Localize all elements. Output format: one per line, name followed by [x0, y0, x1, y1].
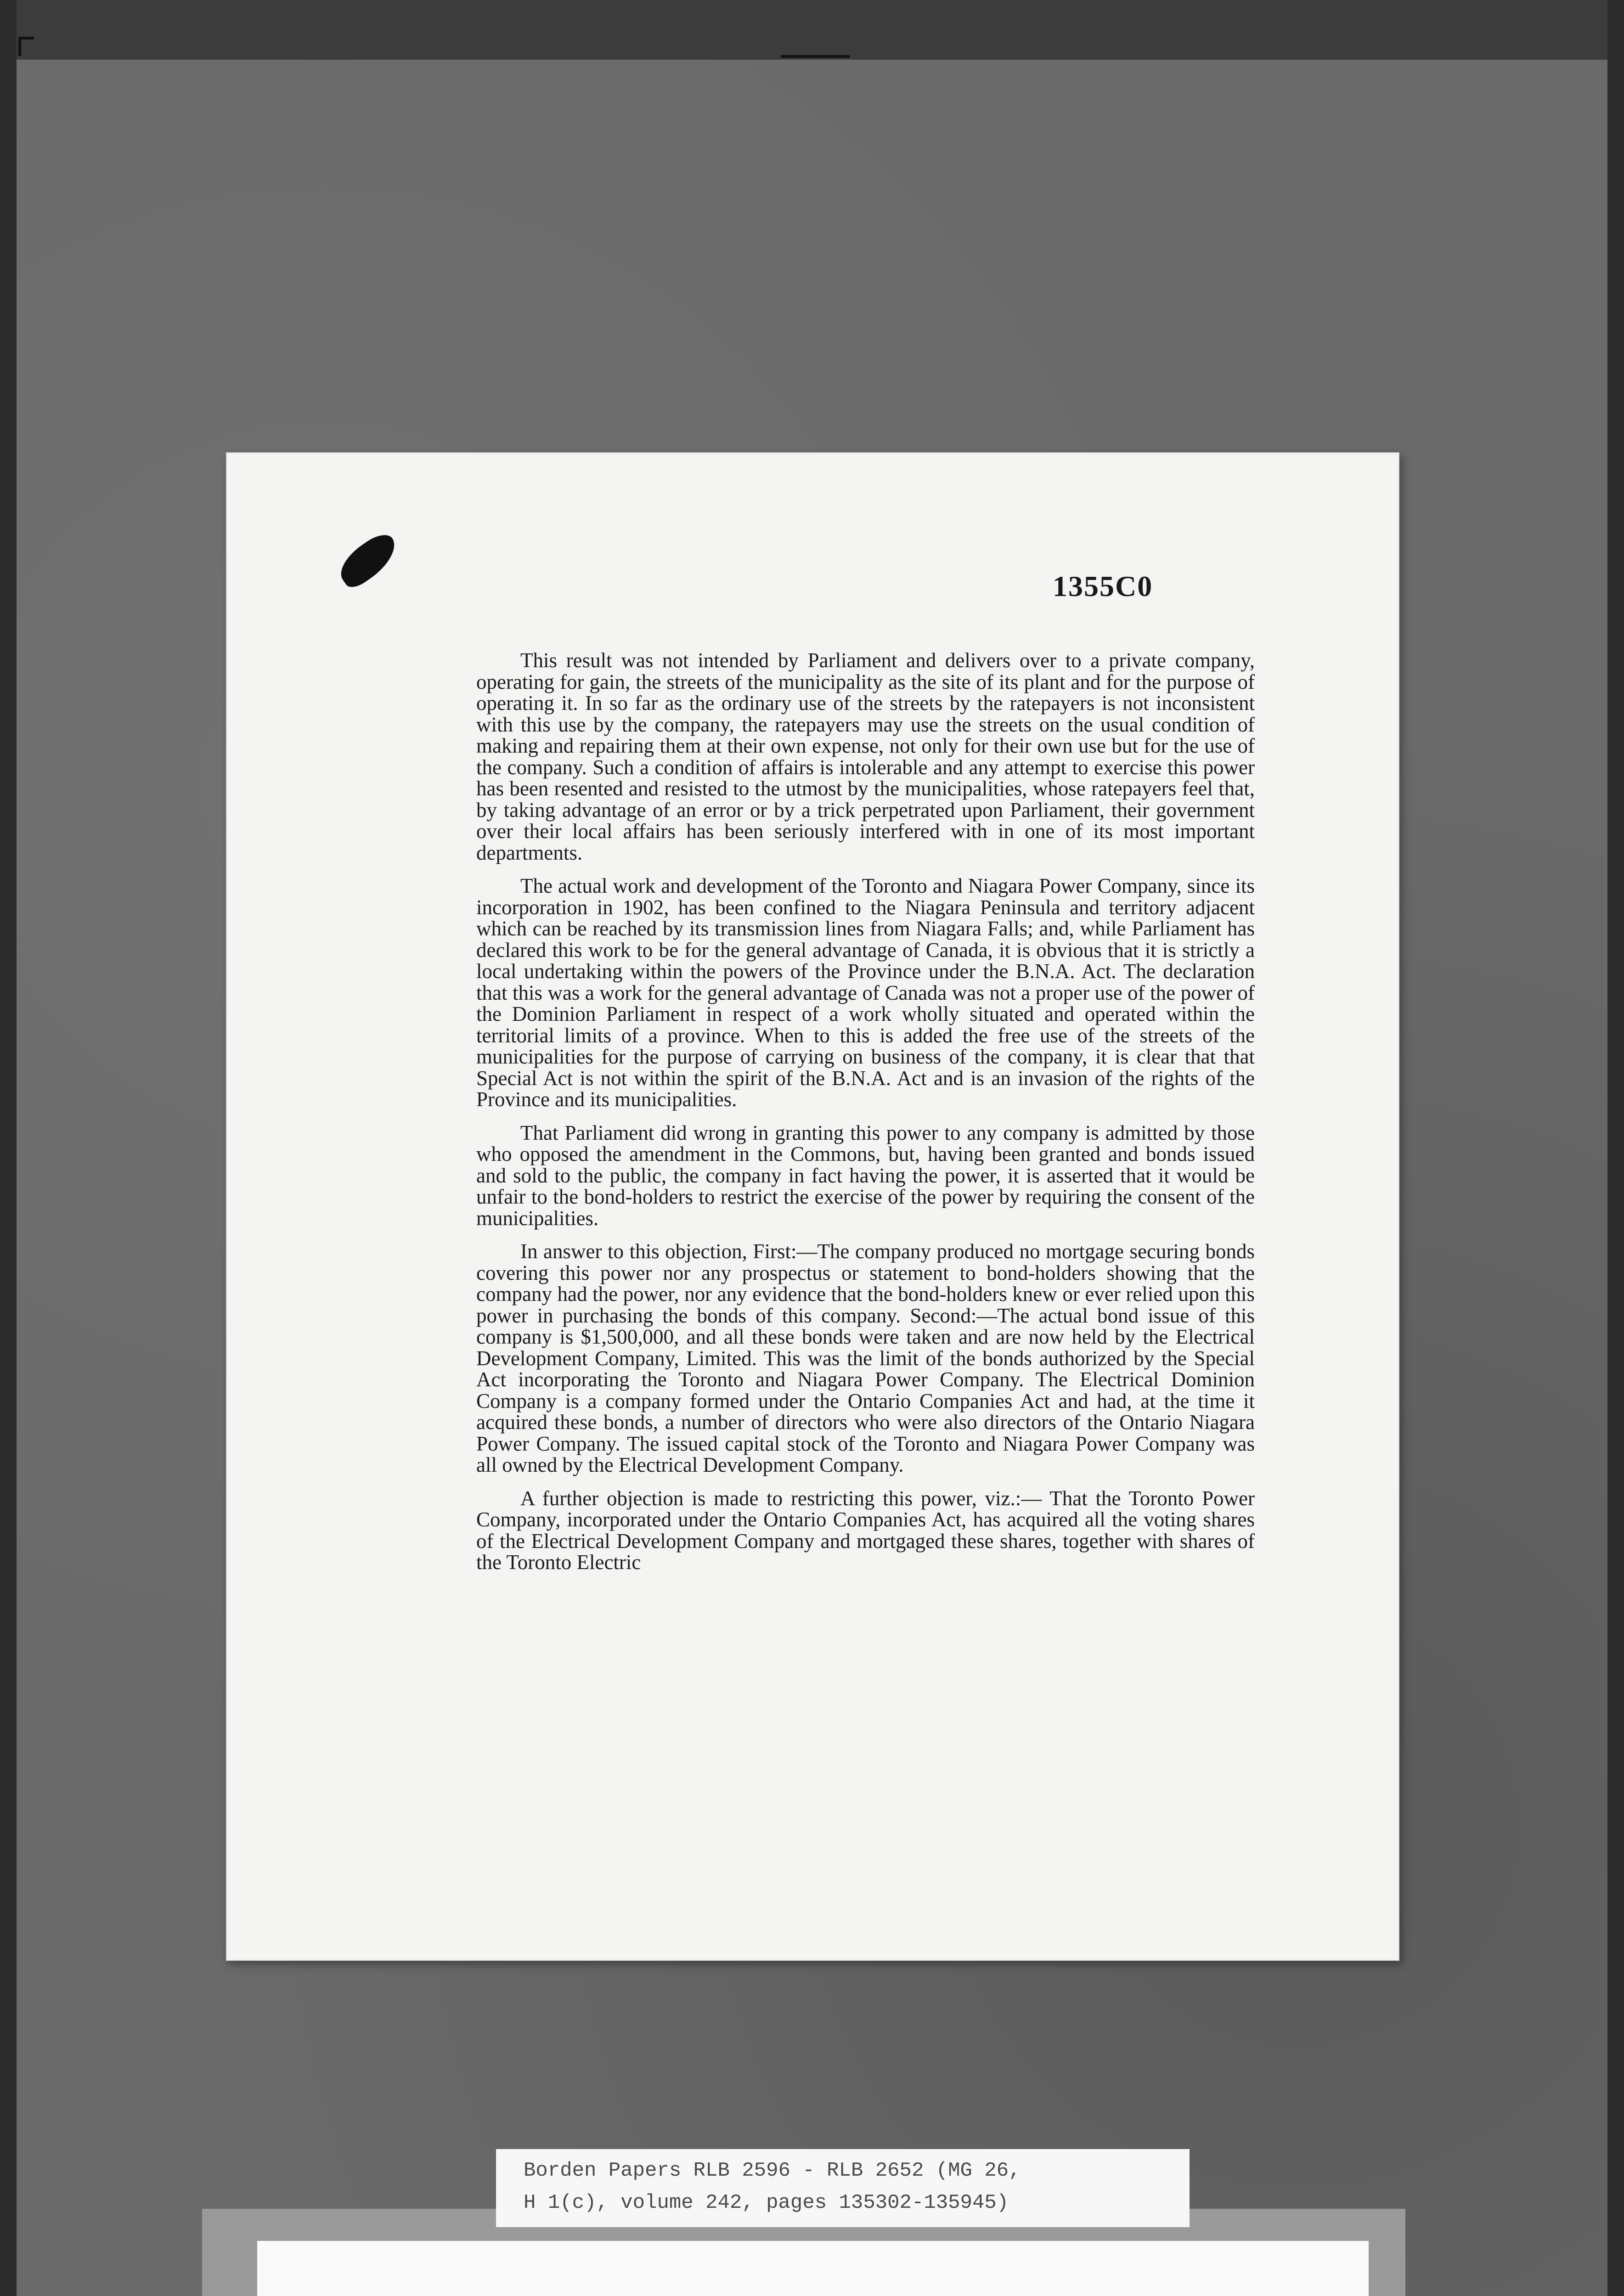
paragraph: The actual work and development of the Toronto and Niagara Power Company, since its incorporation in 1902, has been confined to the Niagara Peninsula and territory adjacent which can be reached by its transmission lines from Niagara Falls; and, while Parliament has declared this work to be for the general advantage of Canada, it is obvious that it is strictly a local undertaking within the powers of the Province under the B.N.A. Act. The declaration that this was a work for the general advantage of Canada was not a proper use of the power of the Dominion Parliament in respect of a work wholly situated and operated within the territorial limits of a province. When to this is added the free use of the streets of the municipalities for the purpose of carrying on business of the company, it is clear that that Special Act is not within the spirit of the B.N.A. Act and is an invasion of the rights of the Province and its municipalities.: [476, 874, 1255, 1111]
ink-mark: [333, 529, 404, 592]
reference-label: [496, 2149, 1190, 2227]
top-rule-mark: [781, 55, 850, 58]
paragraph: This result was not intended by Parliament and delivers over to a private company, operating for gain, the streets of the municipality as the site of its plant and for the purpose of operating it. In so far as the ordinary use of the streets by the ratepayers is not inconsistent with this use by the company, the ratepayers may use the streets on the usual condition of making and repairing them at their own expense, not only for their own use but for the use of the company. Such a condition of affairs is intolerable and any attempt to exercise this power has been resented and resisted to the utmost by the municipalities, whose ratepayers feel that, by taking advantage of an error or by a trick perpetrated upon Parliament, their government over their local affairs has been seriously interfered with in one of its most important departments.: [476, 649, 1255, 864]
document-body: [476, 650, 1255, 1585]
reference-line-1: Borden Papers RLB 2596 - RLB 2652 (MG 26,: [524, 2159, 1021, 2182]
film-edge-top: [0, 0, 1624, 60]
film-edge-right: [1607, 0, 1624, 2296]
paragraph: In answer to this objection, First:—The company produced no mortgage securing bonds covering this power nor any prospectus or statement to bond-holders showing that the company had the power, nor any evidence that the bond-holders knew or ever relied upon this power in purchasing the bonds of this company. Second:—The actual bond issue of this company is $1,500,000, and all these bonds were taken and are now held by the Electrical Development Company, Limited. This was the limit of the bonds authorized by the Special Act incorporating the Toronto and Niagara Power Company. The Electrical Dominion Company is a company formed under the Ontario Companies Act and had, at the time it acquired these bonds, a number of directors who were also directors of the Ontario Niagara Power Company. The issued capital stock of the Toronto and Niagara Power Company was all owned by the Electrical Development Company.: [476, 1240, 1255, 1476]
archive-card: [257, 2241, 1369, 2296]
film-edge-left: [0, 0, 17, 2296]
page-number: 1355C0: [1053, 570, 1153, 602]
document-page: [226, 452, 1399, 1961]
paragraph: That Parliament did wrong in granting this power to any company is admitted by those who opposed the amendment in the Commons, but, having been granted and bonds issued and sold to the public, the company in fact having the power, it is asserted that it would be unfair to the bond-holders to restrict the exercise of the power by requiring the consent of the municipalities.: [476, 1121, 1255, 1230]
reference-line-2: H 1(c), volume 242, pages 135302-135945): [524, 2191, 1009, 2214]
corner-crop-mark: [18, 37, 34, 56]
paragraph: A further objection is made to restricting this power, viz.:— That the Toronto Power Company, incorporated under the Ontario Companies Act, has acquired all the voting shares of the Electrical Development Company and mortgaged these shares, together with shares of the Toronto Electric: [476, 1486, 1255, 1574]
